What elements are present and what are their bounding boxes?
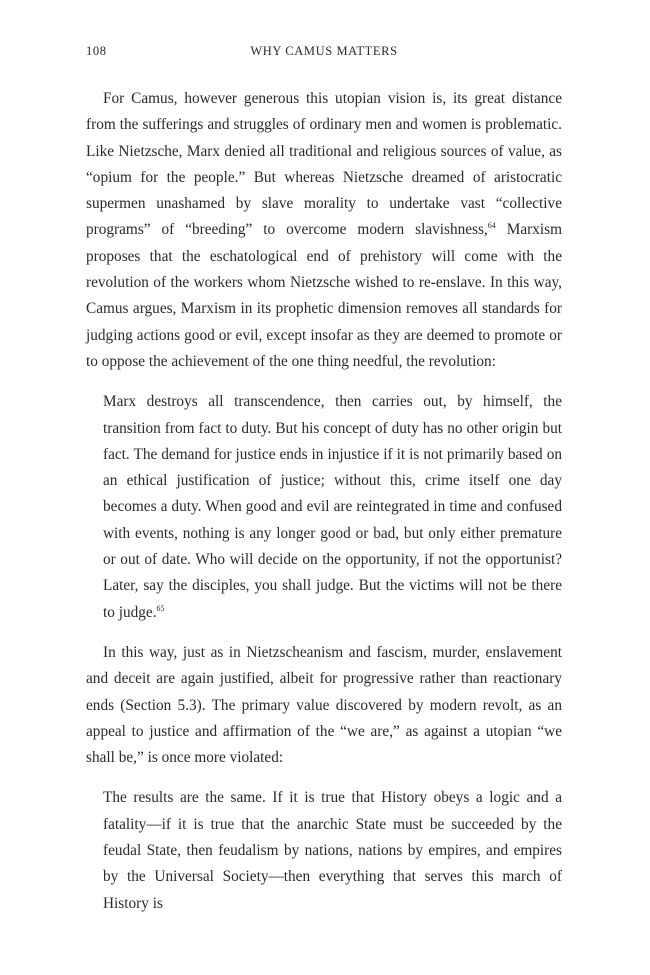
- paragraph-text: For Camus, however generous this utopian vision is, its great distance from the sufferings and struggles of ordinary men and women is problematic. Like Nietzsche, Marx denied all traditional and religious sources of value, as “opium for the people.” But whereas Nietzsche dreamed of aristocratic supermen unashamed by slave morality to undertake vast “collective programs” of “breeding” to overcome modern slavishness,: [86, 90, 562, 239]
- paragraph-text: In this way, just as in Nietzscheanism and fascism, murder, enslavement and deceit are again justified, albeit for progressive rather than reactionary ends (Section 5.3). The primary value discovered by modern revolt, as an appeal to justice and affirmation of the “we are,” as against a utopian “we shall be,” is once more violated:: [86, 643, 562, 767]
- block-quote: [103, 785, 562, 916]
- running-title: WHY CAMUS MATTERS: [250, 44, 398, 58]
- paragraph: [86, 86, 562, 375]
- running-head: [86, 44, 562, 64]
- footnote-ref: 65: [156, 603, 165, 613]
- footnote-ref: 64: [487, 221, 496, 231]
- quote-text: Marx destroys all transcendence, then carries out, by himself, the transition from fact to duty. But his concept of duty has no other origin but fact. The demand for justice ends in injustice if it is not primarily based on an ethical justification of justice; without this, crime itself one day becomes a duty. When good and evil are reintegrated in time and confused with events, nothing is any longer good or bad, but only either premature or out of date. Who will decide on the opportunity, if not the opportunist? Later, say the disciples, you shall judge. But the victims will not be there to judge.: [103, 393, 562, 621]
- body-text: [86, 86, 562, 931]
- page-number: 108: [86, 44, 107, 58]
- quote-paragraph: [103, 785, 562, 916]
- quote-paragraph: [103, 389, 562, 626]
- paragraph: [86, 640, 562, 771]
- quote-text: The results are the same. If it is true that History obeys a logic and a fatality—if it is true that the anarchic State must be succeeded by the feudal State, then feudalism by nations, nations by empires, and empires by the Universal Society—then everything that serves this march of History is: [103, 789, 562, 912]
- block-quote: [103, 389, 562, 626]
- paragraph-text: Marxism proposes that the eschatological end of prehistory will come with the revolution of the workers whom Nietzsche wished to re-enslave. In this way, Camus argues, Marxism in its prophetic dimension removes all standards for judging actions good or evil, except insofar as they are deemed to promote or to oppose the achievement of the one thing needful, the revolution:: [86, 221, 562, 370]
